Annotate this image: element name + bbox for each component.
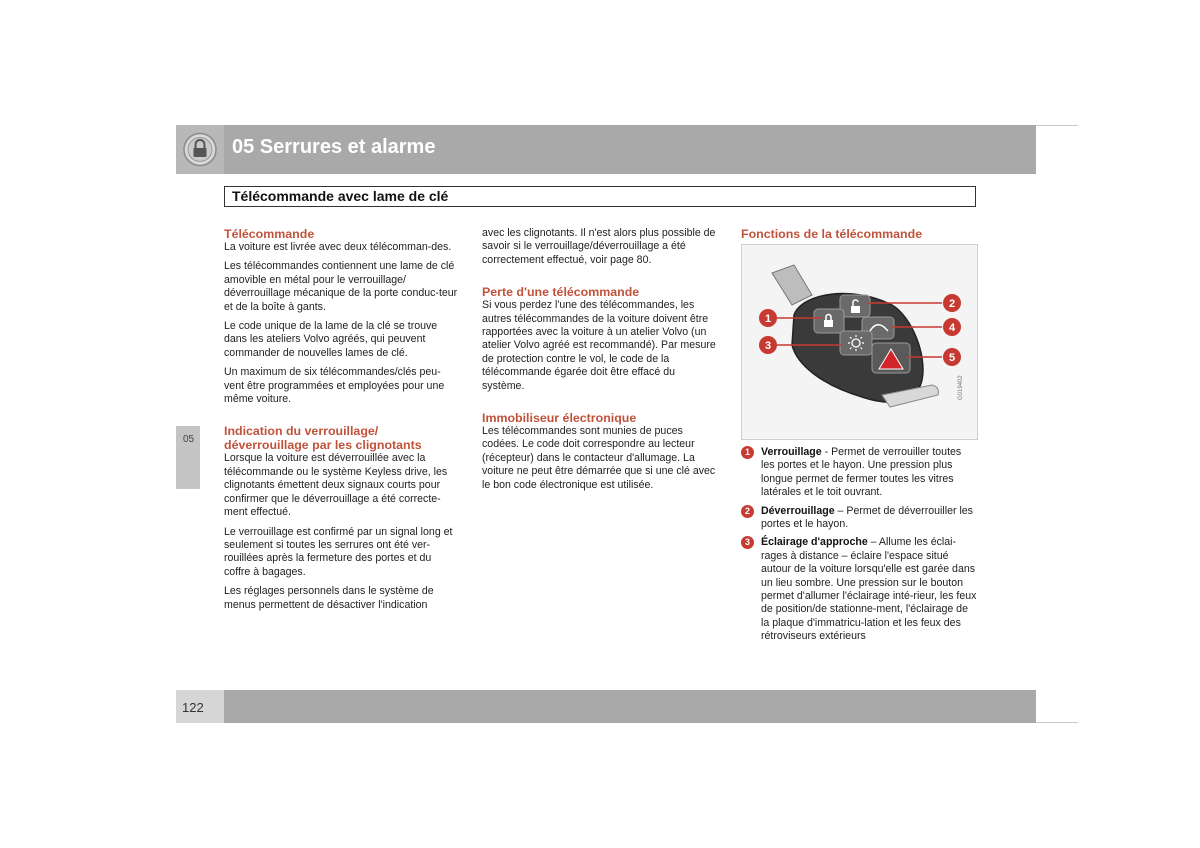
svg-text:3: 3: [764, 340, 772, 352]
list-item: [741, 505, 977, 532]
lock-icon: [176, 125, 224, 174]
svg-text:2: 2: [948, 298, 956, 310]
callout-5: [943, 348, 961, 366]
paragraph: Un maximum de six télécommandes/clés peu-vent être programmées et employées pour une même voiture.: [224, 366, 445, 406]
callout-2: [943, 294, 961, 312]
paragraph: Le verrouillage est confirmé par un signal long et seulement si toutes les serrures ont été ver-rouillées après la fermeture des portes et du coffre à bagages.: [224, 525, 453, 578]
text-column-3: [741, 227, 977, 241]
list-item: [741, 536, 977, 643]
paragraph: avec les clignotants. Il n'est alors plus possible de savoir si le verrouillage/déverrouillage a été correctement effectué, voir page 80.: [482, 227, 716, 266]
heading-fonctions-telecommande: Fonctions de la télécommande: [741, 227, 923, 241]
list-term: Déverrouillage: [761, 504, 835, 517]
paragraph: Le code unique de la lame de la clé se trouve dans les ateliers Volvo agréés, qui peuvent commander de nouvelles lames de clé.: [224, 320, 438, 359]
paragraph: Les télécommandes sont munies de puces codées. Le code doit correspondre au lecteur (récepteur) dans le contacteur d'allumage. La voiture ne peut être démarrée que si une clé avec le bon code électronique est utilisée.: [482, 425, 716, 491]
list-number-badge: 1: [741, 446, 754, 459]
light-button: [840, 331, 872, 355]
heading-indication-clignotants: Indication du verrouillage/ déverrouillage par les clignotants: [224, 424, 422, 453]
callout-1: [759, 309, 777, 327]
svg-text:5: 5: [948, 352, 956, 364]
footer-bar: [224, 690, 1036, 723]
callout-4: [943, 318, 961, 336]
paragraph: La voiture est livrée avec deux télécomman-des.: [224, 241, 452, 253]
svg-text:1: 1: [764, 313, 772, 325]
heading-telecommande: Télécommande: [224, 227, 315, 241]
side-tab-label: 05: [183, 434, 195, 445]
heading-perte-telecommande: Perte d'une télécommande: [482, 285, 640, 300]
list-term: Verrouillage: [761, 446, 822, 458]
list-text: – Allume les éclai-rages à distance – éclaire l'espace situé autour de la voiture lorsqu'elle est garée dans un lieu sombre. Une pression sur le bouton permet d'allumer l'éclairage inté-rieur, les feux de position/de stationne-ment, l'éclairage de la plaque d'immatricu-lation et les feux des rétroviseurs extérieurs: [761, 536, 977, 643]
text-column-2: [482, 227, 718, 498]
page-number: 122: [182, 700, 204, 715]
chapter-icon-box: [176, 125, 224, 174]
list-term: Éclairage d'approche: [761, 536, 868, 549]
list-text: – Permet de déverrouiller les portes et le hayon.: [761, 504, 973, 531]
paragraph: Si vous perdez l'une des télécommandes, les autres télécommandes de la voiture doivent être rapportées avec la voiture à un atelier Volvo (un atelier Volvo agréé est recommandé). Par mesure de protection contre le vol, le code de la télécommande égarée doit être effacé du système.: [482, 299, 716, 392]
chapter-title: 05 Serrures et alarme: [232, 136, 436, 158]
svg-text:4: 4: [948, 322, 956, 334]
paragraph: Les télécommandes contiennent une lame de clé amovible en métal pour le verrouillage/ déverrouillage mécanique de la porte conduc-teur et de la boîte à gants.: [224, 260, 458, 313]
figure-code: G019402: [958, 375, 964, 400]
remote-key-illustration: [742, 245, 977, 439]
list-text: - Permet de verrouiller toutes les portes et le hayon. Une pression plus longue permet de fermer toutes les vitres latérales et le toit ouvrant.: [761, 446, 962, 499]
list-item: [741, 446, 977, 500]
paragraph: Les réglages personnels dans le système de menus permettent de désactiver l'indication: [224, 585, 434, 611]
function-list: [741, 446, 977, 649]
callout-3: [759, 336, 777, 354]
key-blade: [772, 265, 812, 305]
footer-rule: [1036, 722, 1078, 723]
text-column-1: [224, 227, 460, 618]
heading-immobiliseur: Immobiliseur électronique: [482, 411, 637, 426]
header-rule: [1036, 125, 1078, 126]
paragraph: Lorsque la voiture est déverrouillée avec la télécommande ou le système Keyless drive, les clignotants émettent deux signaux courts pour confirmer que le déverrouillage a été correcte-ment effectué.: [224, 452, 448, 519]
section-title: Télécommande avec lame de clé: [232, 188, 449, 204]
list-number-badge: 3: [741, 536, 754, 549]
list-number-badge: 2: [741, 505, 754, 518]
remote-key-figure: [741, 244, 978, 440]
